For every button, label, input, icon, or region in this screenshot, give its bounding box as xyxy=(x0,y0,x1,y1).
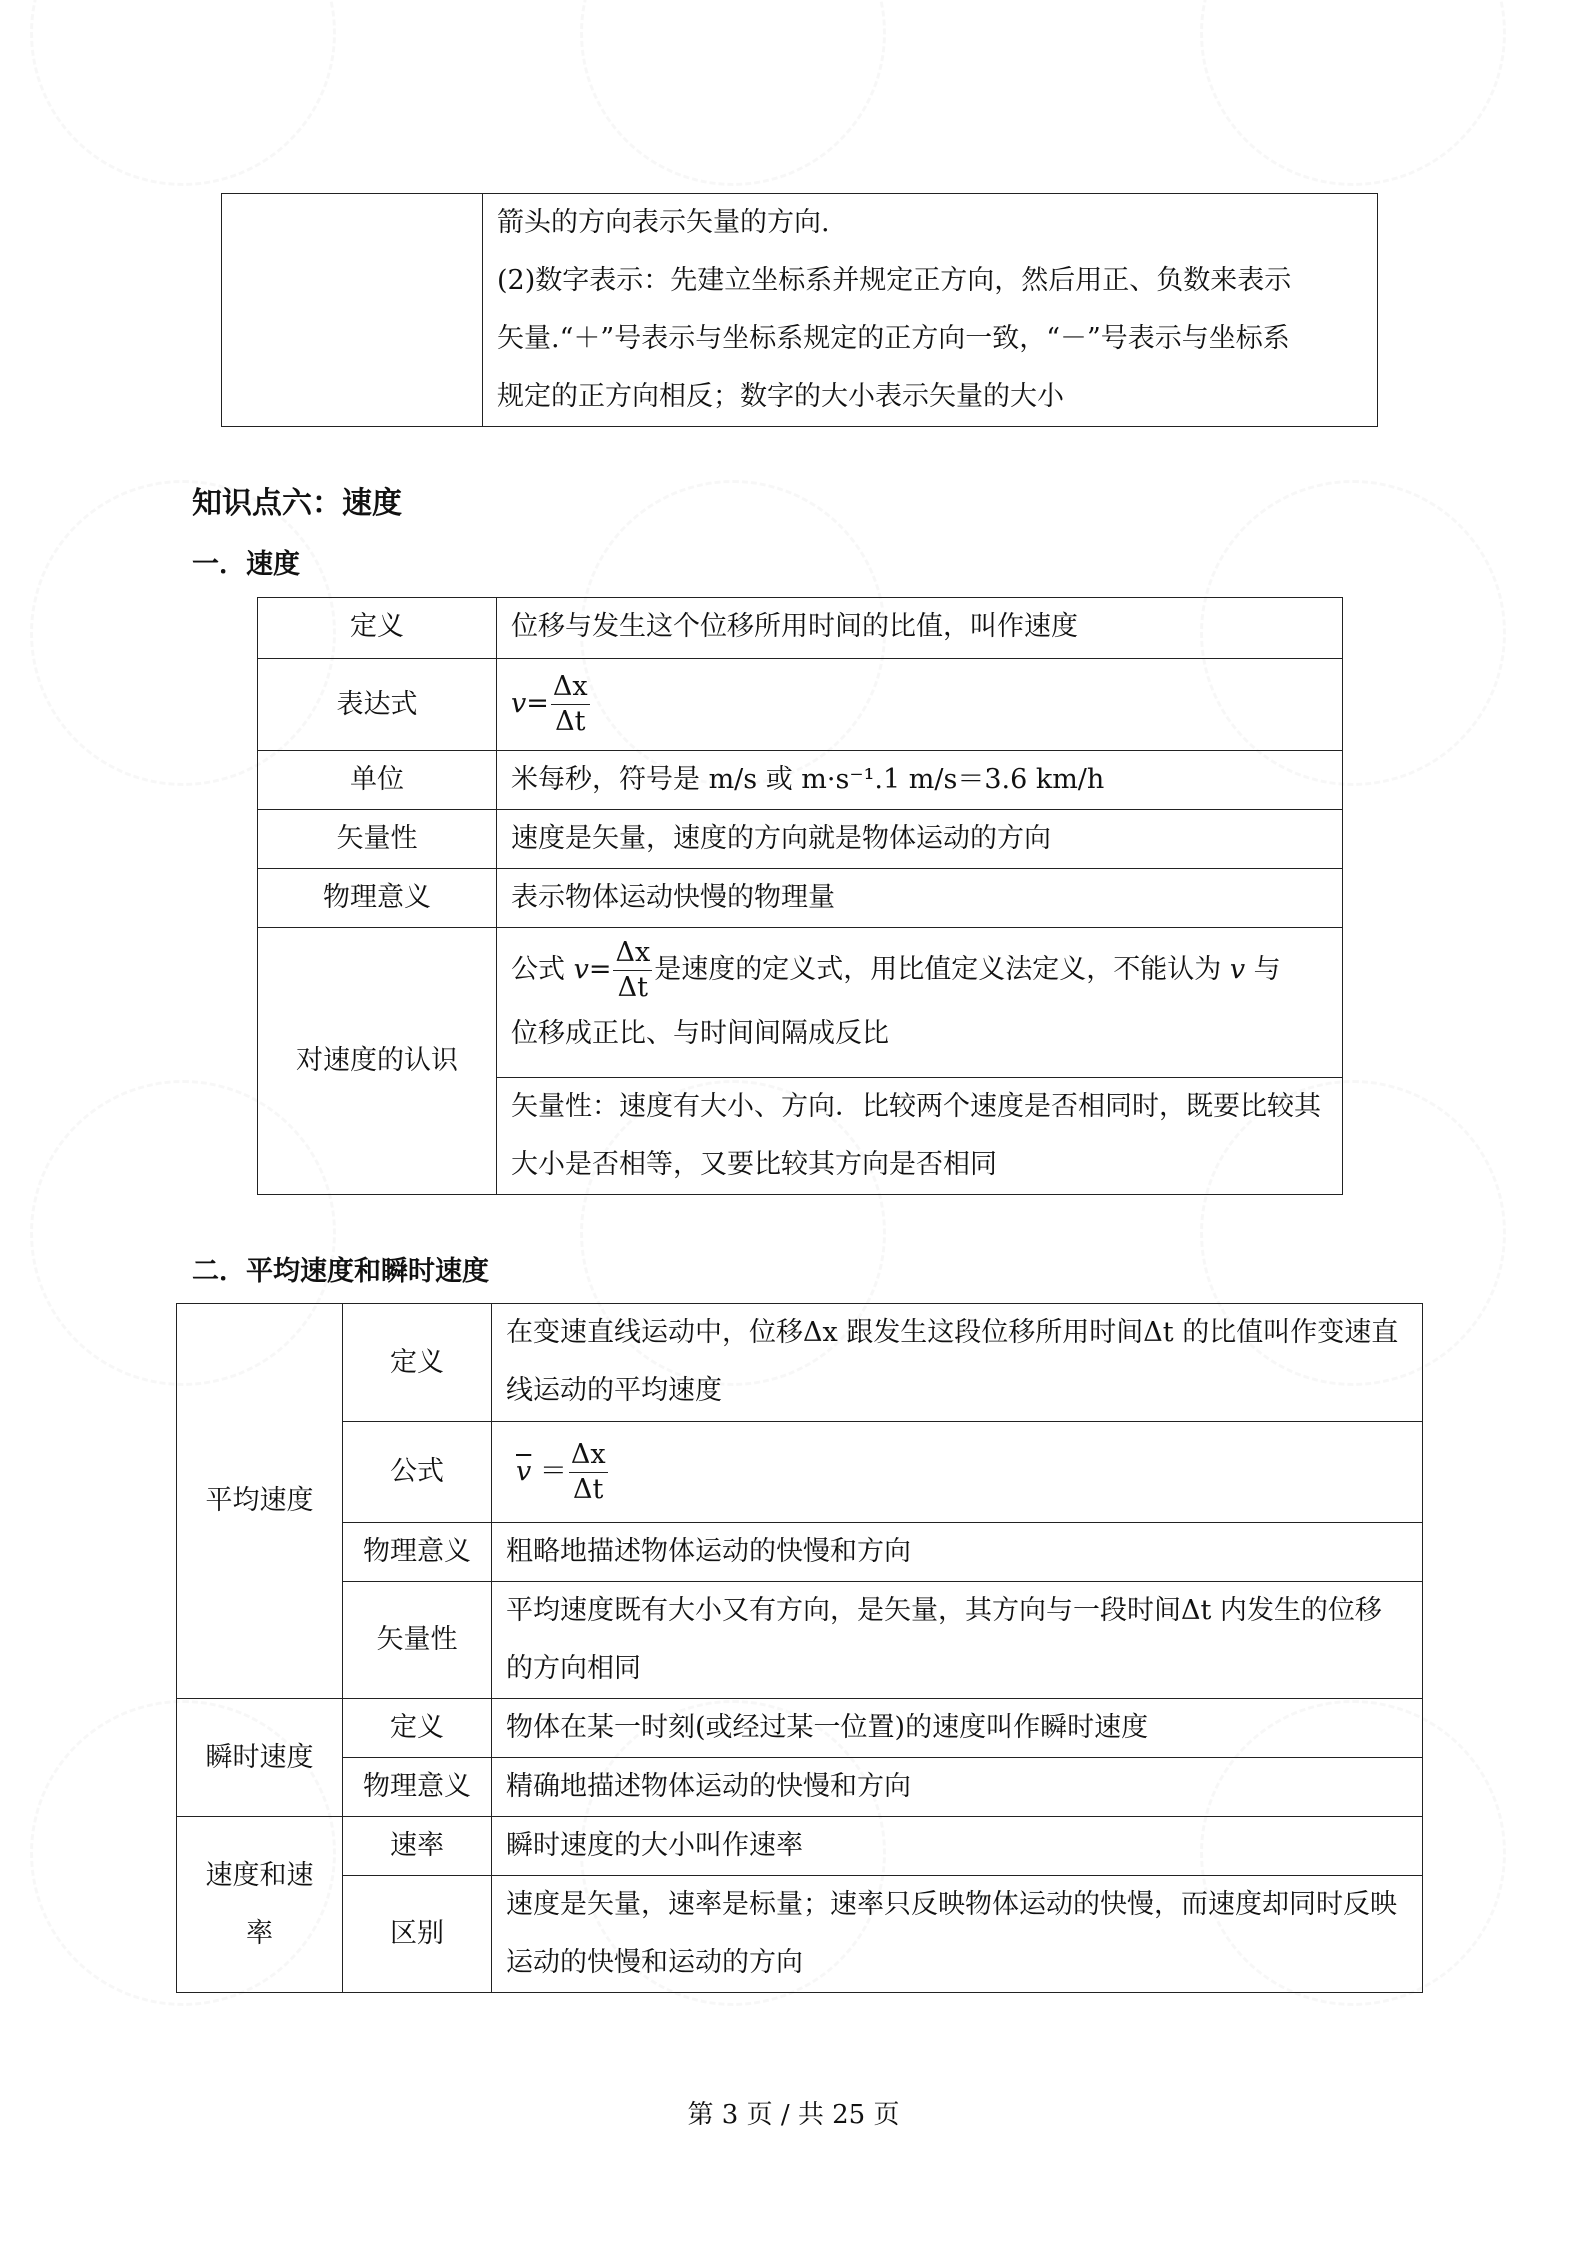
row-label: 区别 xyxy=(343,1876,492,1993)
row-label: 物理意义 xyxy=(343,1758,492,1817)
text-line: 规定的正方向相反；数字的大小表示矢量的大小 xyxy=(497,381,1064,412)
row-label: 单位 xyxy=(258,751,497,810)
average-instant-speed-table xyxy=(176,1303,1423,1993)
numerator: Δx xyxy=(613,936,652,971)
row-label: 物理意义 xyxy=(343,1523,492,1582)
page-footer: 第 3 页 / 共 25 页 xyxy=(687,2100,900,2130)
group-label: 瞬时速度 xyxy=(177,1699,343,1817)
text: 是速度的定义式，用比值定义法定义，不能认为 xyxy=(654,954,1230,985)
formula-eq: = xyxy=(588,954,612,985)
formula-var: v xyxy=(573,954,589,985)
row-value: 在变速直线运动中，位移Δx 跟发生这段位移所用时间Δt 的比值叫作变速直线运动的平均速度 xyxy=(492,1304,1423,1422)
row-value: 位移与发生这个位移所用时间的比值，叫作速度 xyxy=(497,598,1343,659)
row-value: 瞬时速度的大小叫作速率 xyxy=(492,1817,1423,1876)
denominator: Δt xyxy=(617,972,649,1003)
formula-var-overline: $\overline{v}$ xyxy=(516,1455,532,1487)
text-line: 位移成正比、与时间间隔成反比 xyxy=(511,1018,889,1049)
fraction xyxy=(569,1438,608,1507)
row-value: 速度是矢量，速率是标量；速率只反映物体运动的快慢，而速度却同时反映运动的快慢和运动的方向 xyxy=(492,1876,1423,1993)
row-label: 公式 xyxy=(343,1422,492,1523)
speed-table xyxy=(257,597,1343,1195)
vector-representation-table xyxy=(221,193,1378,427)
row-value: 物体在某一时刻(或经过某一位置)的速度叫作瞬时速度 xyxy=(492,1699,1423,1758)
row-label: 定义 xyxy=(343,1304,492,1422)
subsection-title-average: 二．平均速度和瞬时速度 xyxy=(192,1256,489,1287)
denominator: Δt xyxy=(555,706,586,737)
row-value: 精确地描述物体运动的快慢和方向 xyxy=(492,1758,1423,1817)
row-value: 速度是矢量，速度的方向就是物体运动的方向 xyxy=(497,810,1343,869)
text-line: 箭头的方向表示矢量的方向. xyxy=(497,207,830,238)
empty-cell xyxy=(222,194,483,427)
row-label: 对速度的认识 xyxy=(258,928,497,1195)
group-label xyxy=(177,1817,343,1993)
vector-note-cell: 矢量性：速度有大小、方向．比较两个速度是否相同时，既要比较其大小是否相等，又要比较其方向是否相同 xyxy=(497,1078,1343,1195)
formula-cell xyxy=(497,659,1343,751)
row-label: 定义 xyxy=(343,1699,492,1758)
formula-var: v xyxy=(1229,954,1246,985)
text: 与 xyxy=(1245,954,1281,985)
row-value: 粗略地描述物体运动的快慢和方向 xyxy=(492,1523,1423,1582)
fraction xyxy=(551,670,590,739)
row-value: 表示物体运动快慢的物理量 xyxy=(497,869,1343,928)
formula-var: v xyxy=(511,688,527,719)
text: 公式 xyxy=(511,954,574,985)
text-line: (2)数字表示：先建立坐标系并规定正方向，然后用正、负数来表示 xyxy=(497,265,1292,296)
row-label: 矢量性 xyxy=(343,1582,492,1699)
row-label: 表达式 xyxy=(258,659,497,751)
formula-eq: ＝ xyxy=(539,1455,567,1487)
fraction xyxy=(613,936,652,1005)
text-line: 矢量.“＋”号表示与坐标系规定的正方向一致，“－”号表示与坐标系 xyxy=(497,323,1290,354)
row-value: 米每秒，符号是 m/s 或 m·s⁻¹.1 m/s＝3.6 km/h xyxy=(497,751,1343,810)
row-label: 矢量性 xyxy=(258,810,497,869)
group-label-text: 速度和速率 xyxy=(205,1859,314,1949)
subsection-title-speed: 一．速度 xyxy=(192,549,300,580)
denominator: Δt xyxy=(573,1473,604,1505)
row-label: 物理意义 xyxy=(258,869,497,928)
vector-text-cell xyxy=(483,194,1378,427)
group-label: 平均速度 xyxy=(177,1304,343,1699)
definition-note-cell xyxy=(497,928,1343,1078)
section-title: 知识点六：速度 xyxy=(192,486,402,521)
numerator: Δx xyxy=(551,670,590,705)
formula-eq: = xyxy=(526,688,549,719)
row-value: 平均速度既有大小又有方向，是矢量，其方向与一段时间Δt 内发生的位移的方向相同 xyxy=(492,1582,1423,1699)
row-label: 速率 xyxy=(343,1817,492,1876)
row-label: 定义 xyxy=(258,598,497,659)
formula-cell xyxy=(492,1422,1423,1523)
numerator: Δx xyxy=(569,1438,608,1473)
